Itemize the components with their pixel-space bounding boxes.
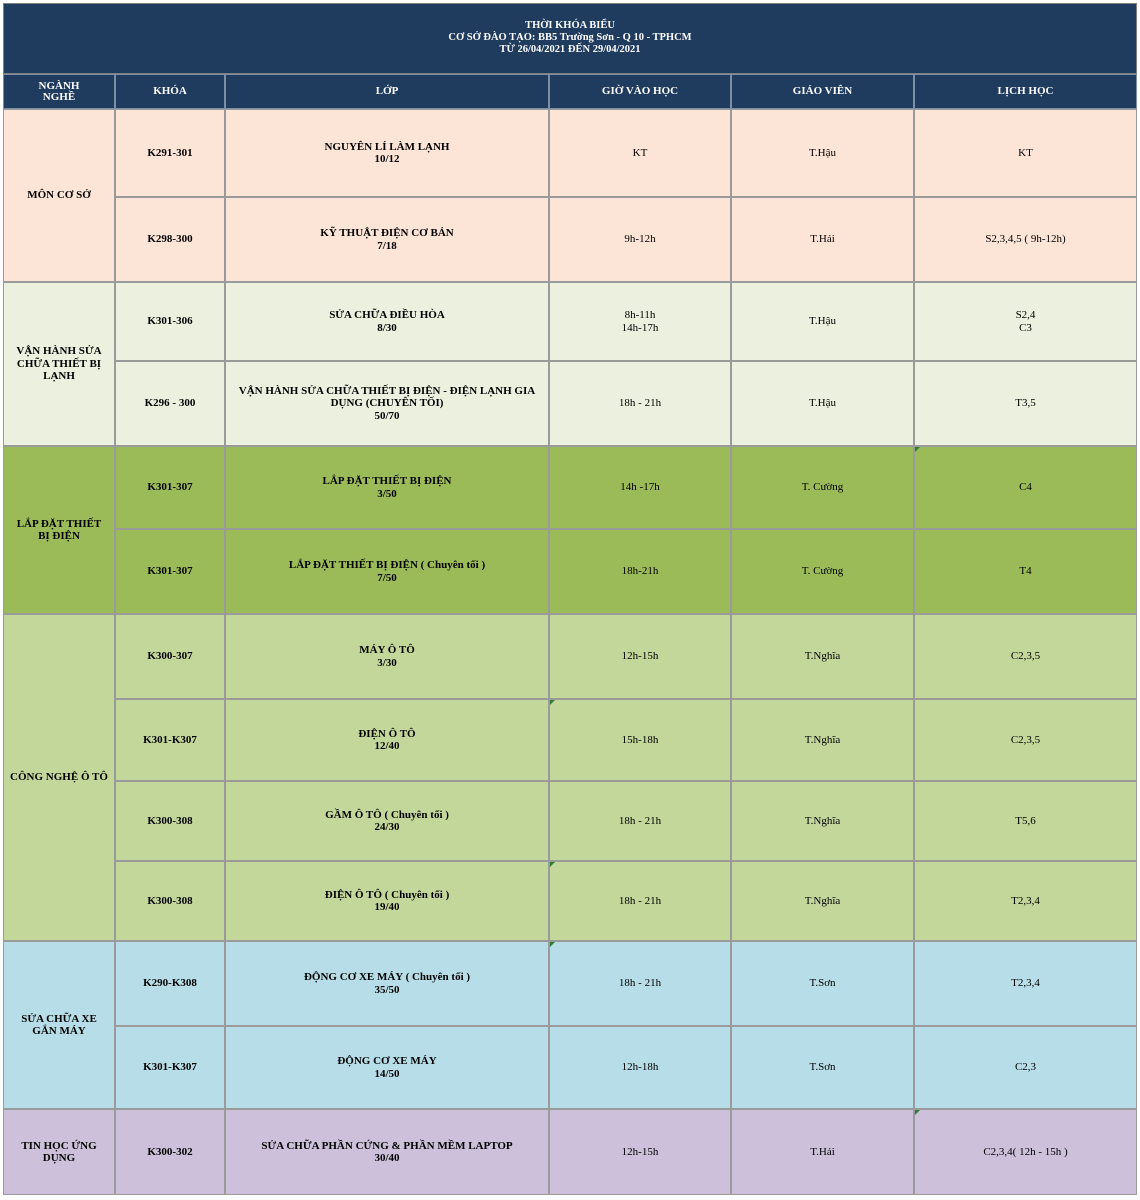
lich-value: S2,3,4,5 ( 9h-12h) [985,233,1066,246]
lop-siso: 3/50 [377,487,397,500]
lop-cell [225,781,549,861]
gio-content [622,309,659,334]
lop-name: ĐỘNG CƠ XE MÁY ( Chuyên tối ) [303,971,471,983]
nganh-nghe-cell [3,941,115,1109]
gio-value: KT [632,146,648,159]
lop-cell [225,941,549,1026]
lich-hoc-cell [914,282,1137,361]
lich-value: T2,3,4 [1011,977,1040,990]
gio-content [622,650,659,663]
header-nganh-nghe-label: NGÀNH NGHỀ [38,79,80,103]
khoa-code: K291-301 [147,146,193,159]
gio-content [619,397,661,410]
khoa-cell [115,941,225,1026]
nganh-nghe-cell [3,109,115,282]
khoa-code: K301-K307 [143,1061,197,1074]
lop-cell [225,614,549,699]
gio-value: 18h-21h [621,565,659,578]
lich-value: T5,6 [1015,814,1036,827]
giao-vien-name: T.Sơn [809,1061,836,1074]
khoa-cell [115,699,225,781]
title-line-1: THỜI KHÓA BIỂU [525,20,615,31]
lop-name: ĐIỆN Ô TÔ ( Chuyên tối ) [324,888,450,901]
khoa-cell [115,282,225,361]
lich-content [983,1146,1067,1159]
gio-value: 8h-11h [624,309,656,321]
lop-siso: 10/12 [374,153,400,165]
lop-content [304,971,470,996]
lop-siso: 12/40 [374,740,400,752]
khoa-code: K298-300 [147,233,193,246]
giao-vien-cell [731,109,914,197]
giao-vien-name: T.Nghĩa [804,894,841,907]
gio-vao-hoc-cell [549,282,731,361]
lich-value: T4 [1019,565,1032,578]
gio-vao-hoc-cell [549,109,731,197]
nganh-nghe-cell [3,282,115,446]
lop-content [261,1140,512,1165]
lop-siso: 24/30 [374,821,400,833]
lop-cell [225,861,549,941]
lop-name: NGUYÊN LÍ LÀM LẠNH [324,140,450,153]
giao-vien-cell [731,282,914,361]
khoa-cell [115,781,225,861]
column-header-row [3,74,1137,109]
lich-hoc-cell [914,446,1137,529]
gio-value: 18h - 21h [618,894,662,907]
khoa-cell [115,861,225,941]
lop-siso: 8/30 [377,321,397,334]
giao-vien-name: T. Cường [801,565,844,578]
lich-content [1015,1061,1036,1074]
lop-name: ĐỘNG CƠ XE MÁY [337,1055,437,1067]
cell-marker-icon [550,700,555,705]
lich-hoc-cell [914,529,1137,614]
lop-cell [225,109,549,197]
gio-vao-hoc-cell [549,699,731,781]
giao-vien-cell [731,861,914,941]
gio-value: 12h-15h [621,650,659,663]
giao-vien-name: T. Cường [801,481,844,494]
lop-name: SỬA CHỮA ĐIỀU HÒA [329,309,445,321]
lop-siso: 30/40 [374,1152,400,1164]
khoa-code: K301-K307 [143,733,197,746]
lop-cell [225,529,549,614]
khoa-cell [115,446,225,529]
lich-value: C2,3,5 [1010,733,1041,746]
nganh-nghe-cell [3,614,115,941]
header-lop: LỚP [225,74,549,109]
lich-hoc-cell [914,614,1137,699]
gio-value: 18h - 21h [618,814,662,827]
nganh-nghe-cell [3,1109,115,1195]
khoa-cell [115,197,225,282]
lop-cell [225,1109,549,1195]
khoa-code: K301-307 [147,565,193,578]
lich-value: C3 [1019,321,1032,334]
lich-hoc-cell [914,699,1137,781]
khoa-code: K296 - 300 [144,397,196,410]
lich-value: C2,3,5 [1010,650,1041,663]
gio-content [633,147,648,160]
giao-vien-name: T.Hải [810,1145,835,1158]
gio-value: 18h - 21h [618,977,662,990]
lich-content [1019,565,1031,578]
giao-vien-cell [731,197,914,282]
khoa-cell [115,1109,225,1195]
giao-vien-cell [731,1026,914,1109]
gio-vao-hoc-cell [549,197,731,282]
giao-vien-name: T.Nghĩa [804,733,841,746]
giao-vien-name: T.Hải [810,233,835,246]
lich-hoc-cell [914,197,1137,282]
gio-content [622,1146,659,1159]
lop-content [358,728,415,753]
gio-content [619,815,661,828]
lich-hoc-cell [914,109,1137,197]
nganh-nghe-label: MÔN CƠ SỞ [27,189,91,202]
lop-name: KỸ THUẬT ĐIỆN CƠ BẢN [320,227,454,239]
giao-vien-name: T.Nghĩa [804,650,841,663]
lop-content [325,889,449,914]
gio-value: 14h-17h [621,321,659,334]
gio-value: 12h-18h [621,1061,659,1074]
gio-content [620,481,659,494]
header-khoa: KHÓA [115,74,225,109]
cell-marker-icon [915,447,920,452]
lop-content [289,559,485,584]
gio-vao-hoc-cell [549,361,731,446]
gio-content [619,895,661,908]
khoa-cell [115,1026,225,1109]
lich-hoc-cell [914,781,1137,861]
gio-content [622,734,659,747]
lop-name: SỬA CHỮA PHẦN CỨNG & PHẦN MỀM LAPTOP [261,1139,513,1152]
giao-vien-cell [731,1109,914,1195]
lop-cell [225,446,549,529]
lop-siso: 7/18 [377,239,397,252]
giao-vien-cell [731,699,914,781]
lop-siso: 35/50 [374,983,400,996]
gio-content [624,233,655,246]
nganh-nghe-label: LẮP ĐẶT THIẾT BỊ ĐIỆN [16,517,102,542]
lop-content [232,385,542,423]
lop-siso: 19/40 [374,901,400,913]
lop-name: GẦM Ô TÔ ( Chuyên tối ) [325,808,449,821]
lop-name: LẮP ĐẶT THIẾT BỊ ĐIỆN ( Chuyên tối ) [288,559,486,571]
header-giao-vien: GIÁO VIÊN [731,74,914,109]
lich-content [1015,815,1035,828]
lich-hoc-cell [914,941,1137,1026]
lich-content [1011,895,1040,908]
giao-vien-cell [731,781,914,861]
gio-content [619,977,661,990]
giao-vien-name: T.Hậu [809,397,836,410]
title-line-3: TỪ 26/04/2021 ĐẾN 29/04/2021 [499,44,641,55]
giao-vien-cell [731,361,914,446]
lich-value: C2,3,4( 12h - 15h ) [983,1145,1068,1158]
lop-siso: 14/50 [374,1067,400,1080]
lich-hoc-cell [914,1026,1137,1109]
khoa-code: K290-K308 [143,977,197,990]
lop-siso: 3/30 [377,656,397,669]
lich-content [1011,977,1040,990]
khoa-cell [115,361,225,446]
giao-vien-cell [731,529,914,614]
header-lich-hoc: LỊCH HỌC [914,74,1137,109]
lich-content [1015,397,1035,410]
lop-name: LẮP ĐẶT THIẾT BỊ ĐIỆN [322,475,452,487]
lop-content [359,644,415,669]
gio-vao-hoc-cell [549,529,731,614]
gio-value: 9h-12h [624,233,656,246]
nganh-nghe-label: TIN HỌC ỨNG DỤNG [21,1139,97,1164]
lop-content [323,475,452,500]
khoa-code: K301-307 [147,481,193,494]
khoa-code: K300-302 [147,1145,193,1158]
lop-content [320,227,453,252]
lop-content [329,309,445,334]
khoa-cell [115,109,225,197]
giao-vien-name: T.Nghĩa [804,814,841,827]
gio-value: 14h -17h [620,481,660,494]
lich-value: C2,3 [1014,1061,1037,1074]
lich-content [985,233,1065,246]
khoa-cell [115,614,225,699]
khoa-code: K301-306 [147,315,193,328]
gio-vao-hoc-cell [549,1109,731,1195]
lich-content [1011,650,1040,663]
lich-value: T2,3,4 [1011,894,1040,907]
khoa-code: K300-308 [147,814,193,827]
lop-cell [225,1026,549,1109]
lop-content [325,809,449,834]
gio-value: 18h - 21h [618,397,662,410]
lich-hoc-cell [914,861,1137,941]
lop-cell [225,282,549,361]
gio-vao-hoc-cell [549,941,731,1026]
lich-value: S2,4 [1015,309,1036,321]
timetable-title-block [3,3,1137,74]
giao-vien-name: T.Hậu [809,146,836,159]
nganh-nghe-cell [3,446,115,614]
lop-name: ĐIỆN Ô TÔ [358,727,416,740]
lop-cell [225,197,549,282]
gio-content [622,565,659,578]
lich-value: C4 [1019,481,1032,494]
khoa-code: K300-307 [147,650,193,663]
lop-cell [225,361,549,446]
nganh-nghe-label: CÔNG NGHỆ Ô TÔ [10,771,108,784]
gio-value: 12h-15h [621,1145,659,1158]
cell-marker-icon [915,1110,920,1115]
lich-hoc-cell [914,1109,1137,1195]
header-gio-vao-hoc: GIỜ VÀO HỌC [549,74,731,109]
giao-vien-name: T.Sơn [809,977,836,990]
lich-value: T3,5 [1015,397,1036,410]
giao-vien-cell [731,941,914,1026]
lich-content [1019,481,1032,494]
lich-content [1011,734,1040,747]
title-line-2: CƠ SỞ ĐÀO TẠO: BB5 Trường Sơn - Q 10 - TPHCM [448,32,692,43]
gio-vao-hoc-cell [549,781,731,861]
giao-vien-cell [731,446,914,529]
nganh-nghe-label: SỬA CHỮA XE GẮN MÁY [21,1012,97,1037]
cell-marker-icon [550,862,555,867]
nganh-nghe-label: VẬN HÀNH SỬA CHỮA THIẾT BỊ LẠNH [16,345,102,383]
lop-siso: 50/70 [374,409,400,422]
lop-cell [225,699,549,781]
lop-name: MÁY Ô TÔ [359,644,415,656]
gio-vao-hoc-cell [549,1026,731,1109]
gio-vao-hoc-cell [549,614,731,699]
gio-value: 15h-18h [621,733,659,746]
lop-content [337,1055,436,1080]
lich-hoc-cell [914,361,1137,446]
gio-vao-hoc-cell [549,861,731,941]
giao-vien-cell [731,614,914,699]
cell-marker-icon [550,942,555,947]
lop-siso: 7/50 [377,571,397,584]
lop-content [325,141,450,166]
lich-content [1018,147,1033,160]
header-nganh-nghe [3,74,115,109]
lich-content [1016,309,1036,334]
gio-vao-hoc-cell [549,446,731,529]
khoa-code: K300-308 [147,894,193,907]
khoa-cell [115,529,225,614]
lich-value: KT [1018,146,1033,159]
lop-name: VẬN HÀNH SỬA CHỮA THIẾT BỊ ĐIỆN - ĐIỆN LẠNH GIA DỤNG (CHUYÊN TỐI) [238,384,536,410]
gio-content [622,1061,659,1074]
giao-vien-name: T.Hậu [809,315,836,328]
